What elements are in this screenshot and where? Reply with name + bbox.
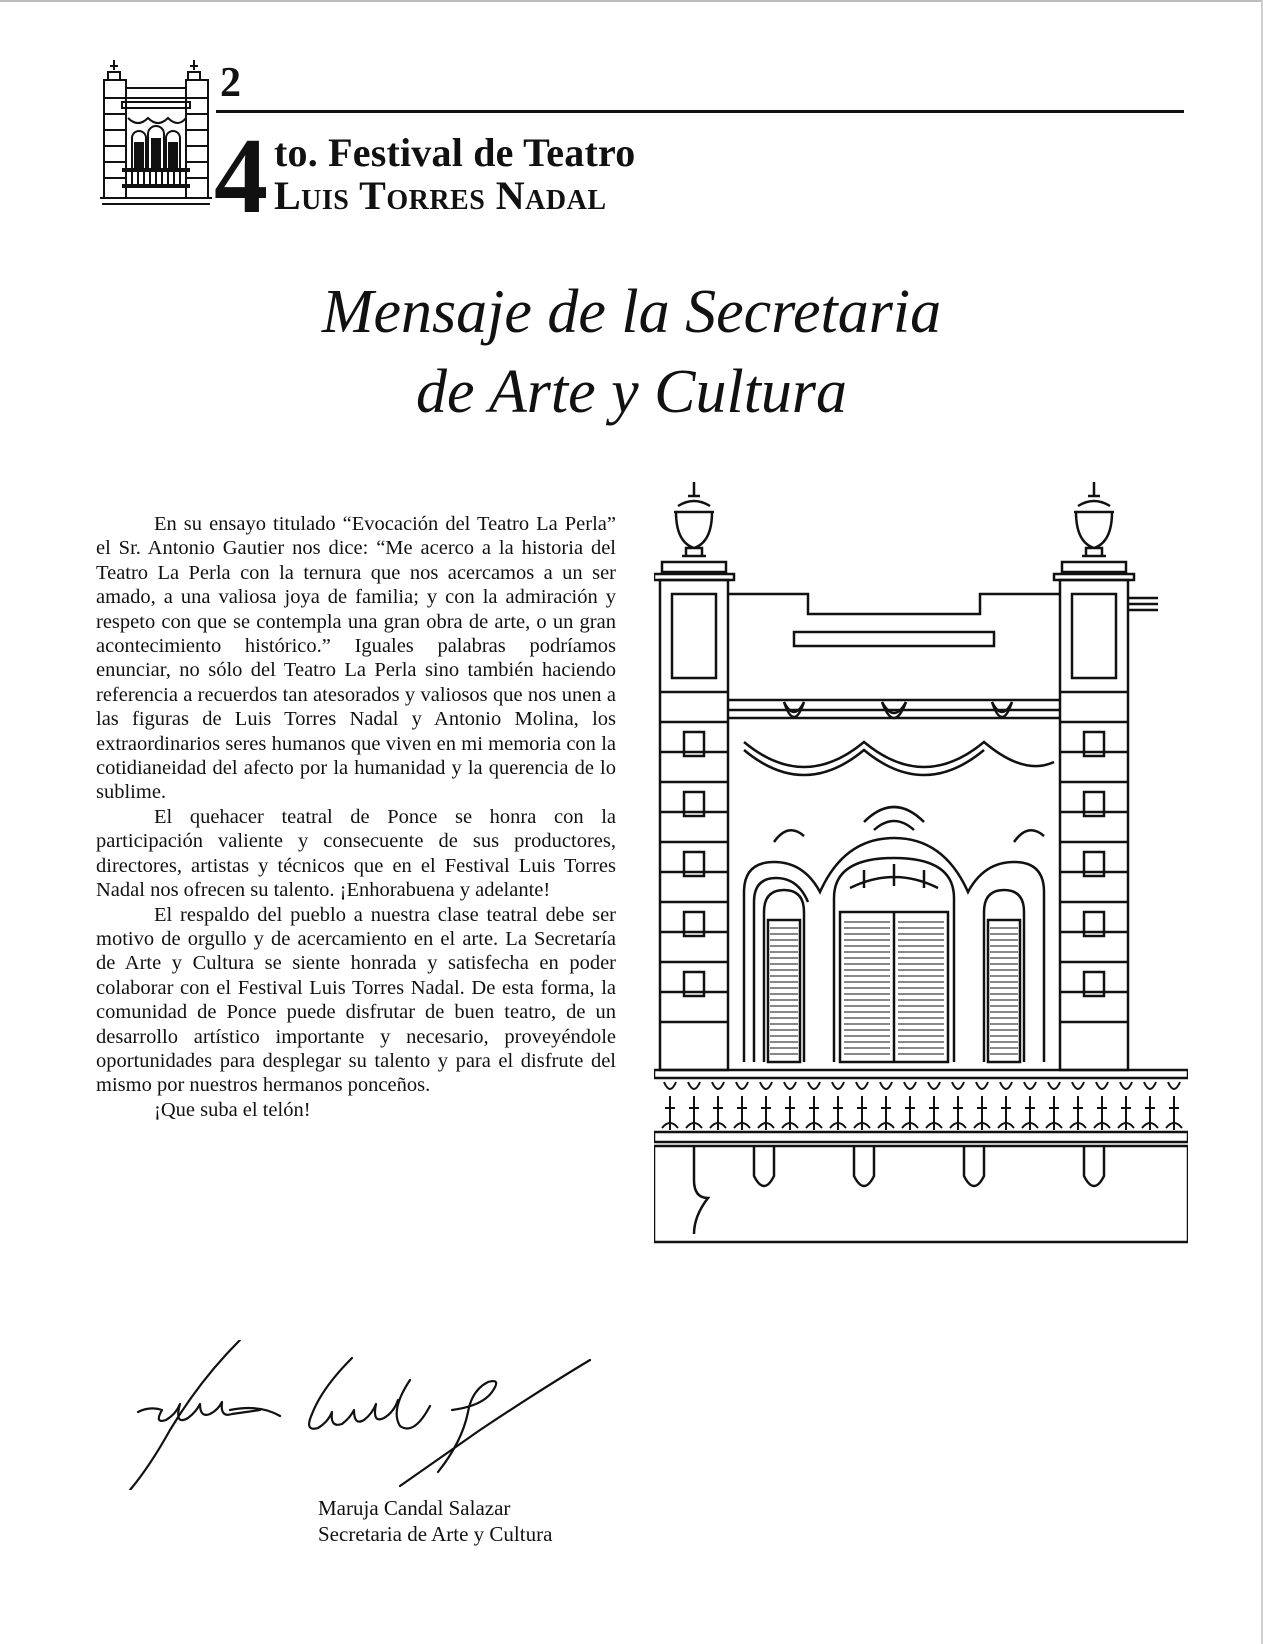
handwritten-signature: [90, 1340, 630, 1490]
signer-name: Maruja Candal Salazar: [318, 1496, 511, 1520]
festival-title-line2: Luis Torres Nadal: [274, 173, 607, 218]
page-title-line2: de Arte y Cultura: [415, 358, 848, 426]
theater-facade-logo-icon: [100, 58, 212, 208]
festival-number: 4: [214, 117, 268, 236]
header-rule: [216, 110, 1184, 113]
page-title-line1: Mensaje de la Secretaria: [321, 278, 942, 346]
body-paragraph-1: En su ensayo titulado “Evocación del Teatro La Perla” el Sr. Antonio Gautier nos dice: “Me acerco a la historia del Teatro La Perla con la ternura que nos acercamos a un ser amado, a una valiosa joya de familia; y con la admiración y respeto con que se contempla una gran obra de arte, o un gran acontecimiento histórico.” Iguales palabras podríamos enunciar, no sólo del Teatro La Perla sino también haciendo referencia a recuerdos tan atesorados y valiosos que nos unen a las figuras de Luis Torres Nadal y Antonio Molina, los extraordinarios seres humanos que viven en mi memoria con la cotidianeidad del afecto por la humanidad y la querencia de lo sublime.: [96, 513, 616, 804]
teatro-la-perla-balcony-illustration: [654, 482, 1188, 1272]
body-paragraph-4: ¡Que suba el telón!: [154, 1098, 311, 1121]
body-paragraph-3: El respaldo del pueblo a nuestra clase teatral debe ser motivo de orgullo y de acercamiento en el arte. La Secretaría de Arte y Cultura se siente honrada y satisfecha en poder colaborar con el Festival Luis Torres Nadal. De esta forma, la comunidad de Ponce puede disfrutar de buen teatro, de un desarrollo artístico importante y necesario, proveyéndole oportunidades para desplegar su talento y para el disfrute del mismo por nuestros hermanos ponceños.: [96, 903, 616, 1097]
message-body: [96, 512, 616, 1122]
page-number: 2: [220, 60, 241, 106]
festival-title-line1: to. Festival de Teatro: [274, 130, 636, 175]
signer-title: Secretaria de Arte y Cultura: [318, 1522, 553, 1546]
page-title: [0, 272, 1263, 432]
page-top-edge: [0, 0, 1263, 2]
body-paragraph-2: El quehacer teatral de Ponce se honra con la participación valiente y consecuente de sus productores, directores, artistas y técnicos que en el Festival Luis Torres Nadal nos ofrecen su talento. ¡Enhorabuena y adelante!: [96, 805, 616, 902]
